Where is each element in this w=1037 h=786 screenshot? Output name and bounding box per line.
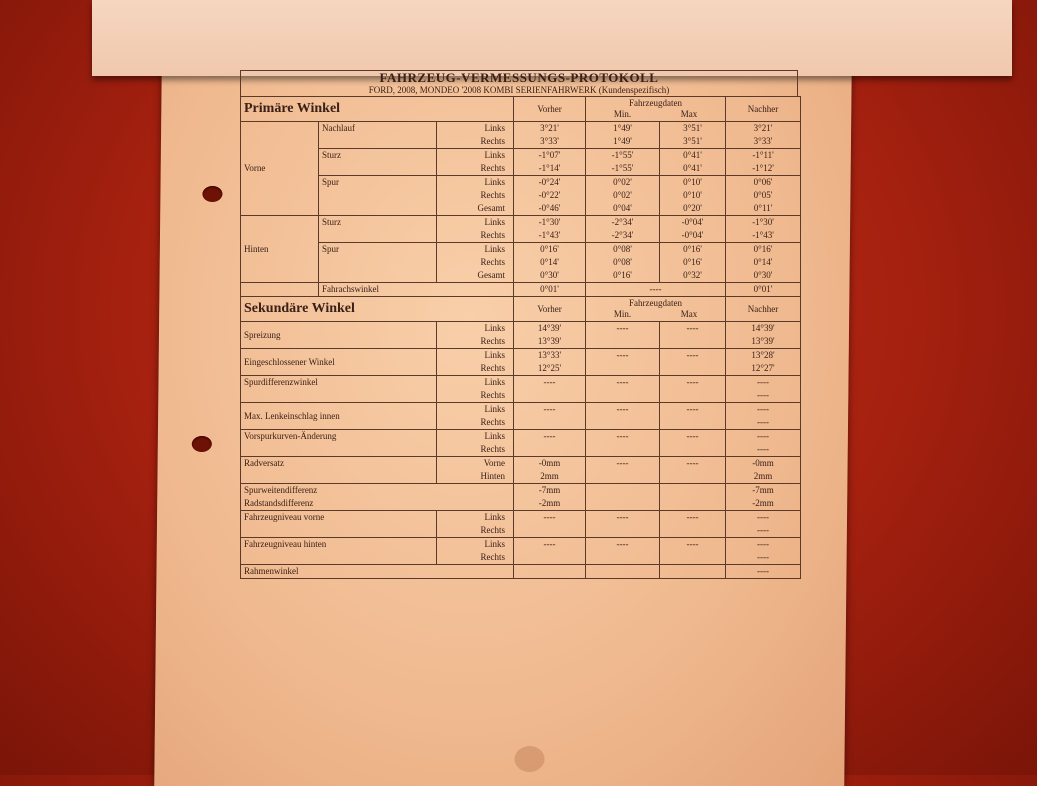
value-cell: -7mm bbox=[514, 484, 586, 498]
label-eingeschlossener-winkel: Eingeschlossener Winkel bbox=[241, 349, 437, 376]
col-nachher: Nachher bbox=[726, 297, 801, 322]
value-cell: 0°08' bbox=[586, 243, 660, 257]
side-label: Vorne bbox=[437, 457, 514, 471]
label-radversatz: Radversatz bbox=[241, 457, 437, 484]
value-cell: ---- bbox=[726, 551, 801, 565]
value-cell: ---- bbox=[586, 403, 660, 417]
label-niveau-vorne: Fahrzeugniveau vorne bbox=[241, 511, 437, 538]
side-label: Links bbox=[437, 349, 514, 363]
col-min: Min. bbox=[613, 309, 632, 319]
punch-hole-icon bbox=[202, 186, 222, 202]
label-niveau-hinten: Fahrzeugniveau hinten bbox=[241, 538, 437, 565]
value-cell: 3°21' bbox=[514, 122, 586, 136]
group-hinten: Hinten bbox=[241, 216, 319, 283]
value-cell: 0°10' bbox=[660, 189, 726, 202]
value-cell: -7mm bbox=[726, 484, 801, 498]
side-label: Links bbox=[437, 176, 514, 190]
value-cell: -2°34' bbox=[586, 229, 660, 243]
measurement-table bbox=[240, 96, 801, 579]
value-cell: ---- bbox=[586, 511, 660, 525]
side-label: Rechts bbox=[437, 389, 514, 403]
table-row bbox=[241, 403, 801, 417]
value-cell: 14°39' bbox=[726, 322, 801, 336]
value-cell: ---- bbox=[660, 349, 726, 363]
primary-header-row bbox=[241, 97, 801, 122]
side-label: Rechts bbox=[437, 256, 514, 269]
value-cell: 0°16' bbox=[586, 269, 660, 283]
value-cell: 3°51' bbox=[660, 135, 726, 149]
table-row bbox=[241, 176, 801, 190]
value-cell: ---- bbox=[726, 538, 801, 552]
table-row bbox=[241, 322, 801, 336]
table-row bbox=[241, 457, 801, 471]
value-cell: 0°06' bbox=[726, 176, 801, 190]
value-cell: ---- bbox=[660, 376, 726, 390]
value-cell: -2mm bbox=[726, 497, 801, 511]
secondary-header-row bbox=[241, 297, 801, 322]
table-row bbox=[241, 122, 801, 136]
value-cell: 1°49' bbox=[586, 122, 660, 136]
value-cell: 0°16' bbox=[726, 243, 801, 257]
value-cell: 0°14' bbox=[726, 256, 801, 269]
table-row bbox=[241, 216, 801, 230]
table-row bbox=[241, 511, 801, 525]
label-spurdifferenzwinkel: Spurdifferenzwinkel bbox=[241, 376, 437, 403]
value-cell: -2°34' bbox=[586, 216, 660, 230]
value-cell: -1°43' bbox=[726, 229, 801, 243]
value-cell: 3°51' bbox=[660, 122, 726, 136]
primary-section-title: Primäre Winkel bbox=[241, 97, 514, 122]
value-cell: -1°11' bbox=[726, 149, 801, 163]
table-row bbox=[241, 349, 801, 363]
value-cell: ---- bbox=[660, 457, 726, 471]
side-label: Rechts bbox=[437, 362, 514, 376]
side-label: Rechts bbox=[437, 229, 514, 243]
value-cell: ---- bbox=[514, 511, 586, 525]
side-label: Rechts bbox=[437, 524, 514, 538]
value-cell: 12°27' bbox=[726, 362, 801, 376]
label-spreizung: Spreizung bbox=[241, 322, 437, 349]
col-vorher: Vorher bbox=[514, 297, 586, 322]
value-cell: 0°08' bbox=[586, 256, 660, 269]
value-cell: -0°46' bbox=[514, 202, 586, 216]
table-row bbox=[241, 538, 801, 552]
value-cell: ---- bbox=[586, 322, 660, 336]
value-cell: -1°12' bbox=[726, 162, 801, 176]
side-label: Links bbox=[437, 538, 514, 552]
col-fahrzeugdaten: Fahrzeugdaten Min. Max bbox=[586, 97, 726, 122]
value-cell: 13°39' bbox=[726, 335, 801, 349]
value-cell: 13°39' bbox=[514, 335, 586, 349]
label-sturz: Sturz bbox=[319, 149, 437, 176]
side-label: Rechts bbox=[437, 551, 514, 565]
table-row bbox=[241, 430, 801, 444]
value-cell: ---- bbox=[726, 403, 801, 417]
value-cell: 3°33' bbox=[514, 135, 586, 149]
value-cell: 0°14' bbox=[514, 256, 586, 269]
table-row bbox=[241, 243, 801, 257]
side-label: Links bbox=[437, 403, 514, 417]
doc-title: FAHRZEUG-VERMESSUNGS-PROTOKOLL bbox=[379, 70, 659, 85]
value-cell: ---- bbox=[586, 283, 726, 297]
table-row bbox=[241, 484, 801, 498]
col-max: Max bbox=[680, 109, 698, 119]
value-cell: -1°07' bbox=[514, 149, 586, 163]
value-cell: ---- bbox=[660, 538, 726, 552]
value-cell: ---- bbox=[514, 430, 586, 444]
label-vorspurkurven: Vorspurkurven-Änderung bbox=[241, 430, 437, 457]
value-cell: ---- bbox=[586, 538, 660, 552]
side-label: Rechts bbox=[437, 443, 514, 457]
value-cell: 0°01' bbox=[514, 283, 586, 297]
value-cell: ---- bbox=[586, 349, 660, 363]
side-label: Rechts bbox=[437, 335, 514, 349]
value-cell: 3°33' bbox=[726, 135, 801, 149]
label-max-lenkeinschlag: Max. Lenkeinschlag innen bbox=[241, 403, 437, 430]
value-cell: ---- bbox=[726, 565, 801, 579]
label-sturz: Sturz bbox=[319, 216, 437, 243]
value-cell: -0mm bbox=[726, 457, 801, 471]
side-label: Links bbox=[437, 216, 514, 230]
value-cell: 2mm bbox=[514, 470, 586, 484]
label-spur: Spur bbox=[319, 243, 437, 283]
table-row bbox=[241, 149, 801, 163]
value-cell: -1°55' bbox=[586, 162, 660, 176]
value-cell: 0°32' bbox=[660, 269, 726, 283]
col-fahrzeugdaten: Fahrzeugdaten Min. Max bbox=[586, 297, 726, 322]
group-vorne: Vorne bbox=[241, 122, 319, 216]
col-max: Max bbox=[680, 309, 698, 319]
table-row bbox=[241, 283, 801, 297]
label-radstandsdifferenz: Radstandsdifferenz bbox=[241, 497, 514, 511]
side-label: Gesamt bbox=[437, 202, 514, 216]
side-label: Links bbox=[437, 376, 514, 390]
protocol-document bbox=[240, 70, 808, 579]
side-label: Links bbox=[437, 511, 514, 525]
value-cell: -1°30' bbox=[726, 216, 801, 230]
value-cell: ---- bbox=[586, 457, 660, 471]
side-label: Rechts bbox=[437, 416, 514, 430]
value-cell: ---- bbox=[660, 511, 726, 525]
value-cell: ---- bbox=[586, 376, 660, 390]
side-label: Hinten bbox=[437, 470, 514, 484]
value-cell: 12°25' bbox=[514, 362, 586, 376]
value-cell: 0°16' bbox=[660, 256, 726, 269]
value-cell: 13°33' bbox=[514, 349, 586, 363]
side-label: Rechts bbox=[437, 189, 514, 202]
value-cell: -0°04' bbox=[660, 229, 726, 243]
value-cell: 0°20' bbox=[660, 202, 726, 216]
value-cell: 0°11' bbox=[726, 202, 801, 216]
side-label: Links bbox=[437, 122, 514, 136]
value-cell: 13°28' bbox=[726, 349, 801, 363]
col-min: Min. bbox=[613, 109, 632, 119]
value-cell: ---- bbox=[660, 430, 726, 444]
value-cell: -2mm bbox=[514, 497, 586, 511]
value-cell: -0°04' bbox=[660, 216, 726, 230]
value-cell: 0°16' bbox=[660, 243, 726, 257]
value-cell: -1°30' bbox=[514, 216, 586, 230]
secondary-section-title: Sekundäre Winkel bbox=[241, 297, 514, 322]
value-cell: ---- bbox=[514, 538, 586, 552]
value-cell: ---- bbox=[586, 430, 660, 444]
value-cell: 0°02' bbox=[586, 176, 660, 190]
side-label: Links bbox=[437, 243, 514, 257]
value-cell: 14°39' bbox=[514, 322, 586, 336]
col-vorher: Vorher bbox=[514, 97, 586, 122]
value-cell: ---- bbox=[726, 430, 801, 444]
value-cell: ---- bbox=[726, 511, 801, 525]
value-cell: 0°01' bbox=[726, 283, 801, 297]
side-label: Links bbox=[437, 149, 514, 163]
table-row bbox=[241, 497, 801, 511]
value-cell: 1°49' bbox=[586, 135, 660, 149]
label-fahrachswinkel: Fahrachswinkel bbox=[319, 283, 514, 297]
value-cell: 0°16' bbox=[514, 243, 586, 257]
punch-hole-icon bbox=[192, 436, 212, 452]
value-cell: -0°22' bbox=[514, 189, 586, 202]
side-label: Rechts bbox=[437, 162, 514, 176]
stain-mark bbox=[514, 746, 544, 772]
value-cell: ---- bbox=[660, 322, 726, 336]
value-cell: 0°41' bbox=[660, 162, 726, 176]
value-cell: ---- bbox=[726, 443, 801, 457]
value-cell: ---- bbox=[514, 376, 586, 390]
value-cell: 0°04' bbox=[586, 202, 660, 216]
value-cell: -0°24' bbox=[514, 176, 586, 190]
value-cell: ---- bbox=[660, 403, 726, 417]
col-nachher: Nachher bbox=[726, 97, 801, 122]
label-nachlauf: Nachlauf bbox=[319, 122, 437, 149]
side-label: Links bbox=[437, 430, 514, 444]
value-cell: -1°14' bbox=[514, 162, 586, 176]
doc-header bbox=[240, 70, 798, 96]
value-cell: -1°43' bbox=[514, 229, 586, 243]
table-row bbox=[241, 565, 801, 579]
doc-subtitle: FORD, 2008, MONDEO '2008 KOMBI SERIENFAHRWERK (Kundenspezifisch) bbox=[368, 85, 670, 95]
top-sheet bbox=[92, 0, 1012, 76]
label-rahmenwinkel: Rahmenwinkel bbox=[241, 565, 514, 579]
value-cell: ---- bbox=[514, 403, 586, 417]
value-cell: -0mm bbox=[514, 457, 586, 471]
value-cell: ---- bbox=[726, 416, 801, 430]
value-cell: ---- bbox=[726, 389, 801, 403]
value-cell: ---- bbox=[726, 524, 801, 538]
value-cell: 0°41' bbox=[660, 149, 726, 163]
table-row bbox=[241, 376, 801, 390]
value-cell: 0°05' bbox=[726, 189, 801, 202]
value-cell: ---- bbox=[726, 376, 801, 390]
label-spur: Spur bbox=[319, 176, 437, 216]
value-cell: 0°10' bbox=[660, 176, 726, 190]
side-label: Links bbox=[437, 322, 514, 336]
label-spurweitendifferenz: Spurweitendifferenz bbox=[241, 484, 514, 498]
value-cell: 0°30' bbox=[726, 269, 801, 283]
side-label: Gesamt bbox=[437, 269, 514, 283]
value-cell: 2mm bbox=[726, 470, 801, 484]
value-cell: 0°02' bbox=[586, 189, 660, 202]
value-cell: -1°55' bbox=[586, 149, 660, 163]
value-cell: 3°21' bbox=[726, 122, 801, 136]
value-cell: 0°30' bbox=[514, 269, 586, 283]
side-label: Rechts bbox=[437, 135, 514, 149]
